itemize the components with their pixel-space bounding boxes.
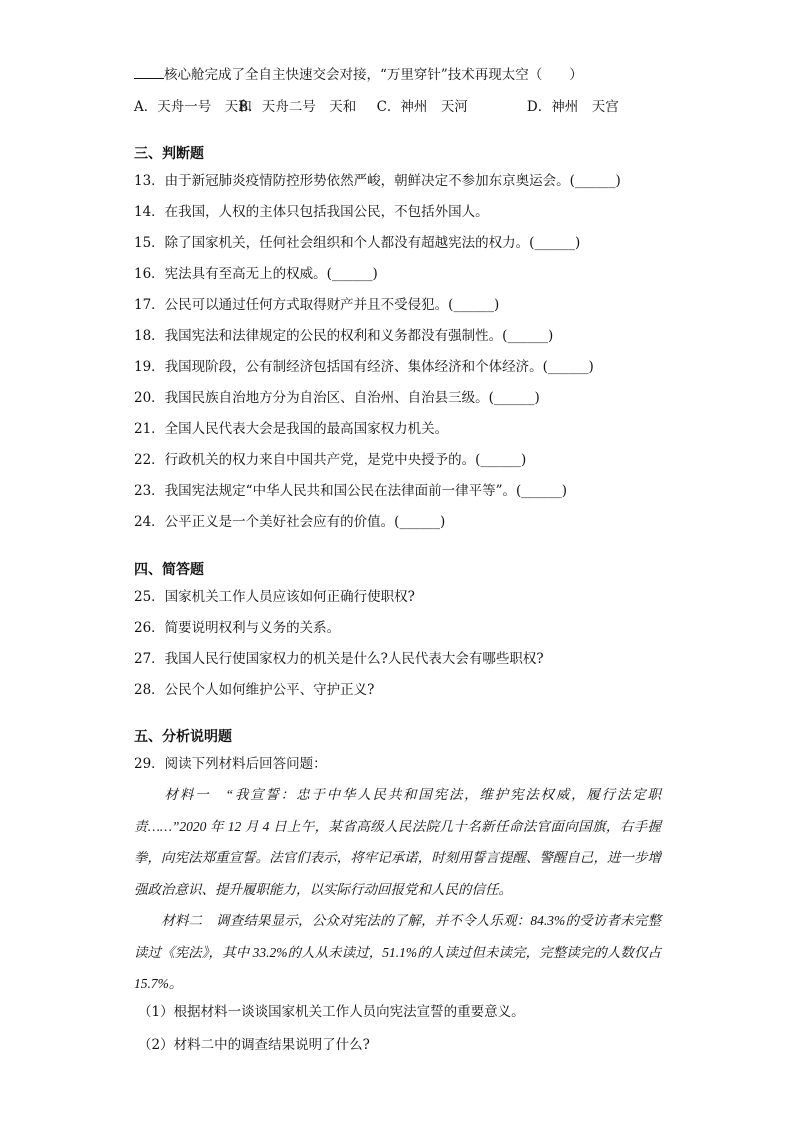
material-2: 材料二 调查结果显示，公众对宪法的了解，并不令人乐观：84.3%的受访者未完整读过《宪法》，其中 33.2%的人从未读过，51.1%的人读过但未读完，完整读完的人数仅占 15.7%。 [134,913,661,991]
judgement-item: 23．我国宪法规定“中华人民共和国公民在法律面前一律平等”。(______) [134,483,568,499]
judgement-item: 13．由于新冠肺炎疫情防控形势依然严峻，朝鲜决定不参加东京奥运会。(______) [134,173,621,189]
section-3-title: 三、判断题 [134,146,204,162]
judgement-item: 16．宪法具有至高无上的权威。(______) [134,266,378,282]
judgement-item: 24．公平正义是一个美好社会应有的价值。(______) [134,514,446,530]
judgement-item: 20．我国民族自治地方分为自治区、自治州、自治县三级。(______) [134,390,540,406]
material-1: 材料一 “我宣誓：忠于中华人民共和国宪法，维护宪法权威，履行法定职责……”2020 年 12 月 4 日上午，某省高级人民法院几十名新任命法官面向国旗，右手握拳，向宪法郑重宣誓。法官们表示，将牢记承诺，时刻用誓言提醒、警醒自己，进一步增强政治意识、提升履职能力，以实际行动回报党和人民的信任。 [134,787,661,897]
judgement-item: 17．公民可以通过任何方式取得财产并且不受侵犯。(______) [134,297,500,313]
short-answer-item: 25．国家机关工作人员应该如何正确行使职权? [134,589,415,605]
q12-option-c: C．神州 天河 [376,99,468,115]
q12-stem-line [134,66,583,84]
q29-sub-question-1: （1）根据材料一谈谈国家机关工作人员向宪法宣誓的重要意义。 [138,1004,525,1020]
short-answer-item: 26．简要说明权利与义务的关系。 [134,620,341,636]
short-answer-item: 27．我国人民行使国家权力的机关是什么?人民代表大会有哪些职权? [134,651,544,667]
section-4-title: 四、简答题 [134,562,204,578]
q12-option-d: D．神州 天宫 [526,99,619,115]
q12-fill-blank [134,66,164,79]
judgement-item: 22．行政机关的权力来自中国共产党，是党中央授予的。(______) [134,452,527,468]
judgement-item: 15．除了国家机关，任何社会组织和个人都没有超越宪法的权力。(______) [134,235,581,251]
section-5-title: 五、分析说明题 [134,729,232,745]
judgement-item: 19．我国现阶段，公有制经济包括国有经济、集体经济和个体经济。(______) [134,359,594,375]
q12-option-a: A．天舟一号 天和 [134,99,252,115]
judgement-item: 14．在我国，人权的主体只包括我国公民，不包括外国人。 [134,204,489,220]
judgement-item: 21．全国人民代表大会是我国的最高国家权力机关。 [134,421,449,437]
judgement-item: 18．我国宪法和法律规定的公民的权利和义务都没有强制性。(______) [134,328,554,344]
q12-option-b: B．天舟二号 天和 [238,99,357,115]
q12-stem: 核心舱完成了全自主快速交会对接，“万里穿针”技术再现太空（ ） [164,67,583,83]
short-answer-item: 28．公民个人如何维护公平、守护正义? [134,682,375,698]
q29-sub-question-2: （2）材料二中的调查结果说明了什么? [138,1037,370,1053]
q29-stem: 29．阅读下列材料后回答问题： [134,756,327,772]
q12-options [134,98,619,116]
